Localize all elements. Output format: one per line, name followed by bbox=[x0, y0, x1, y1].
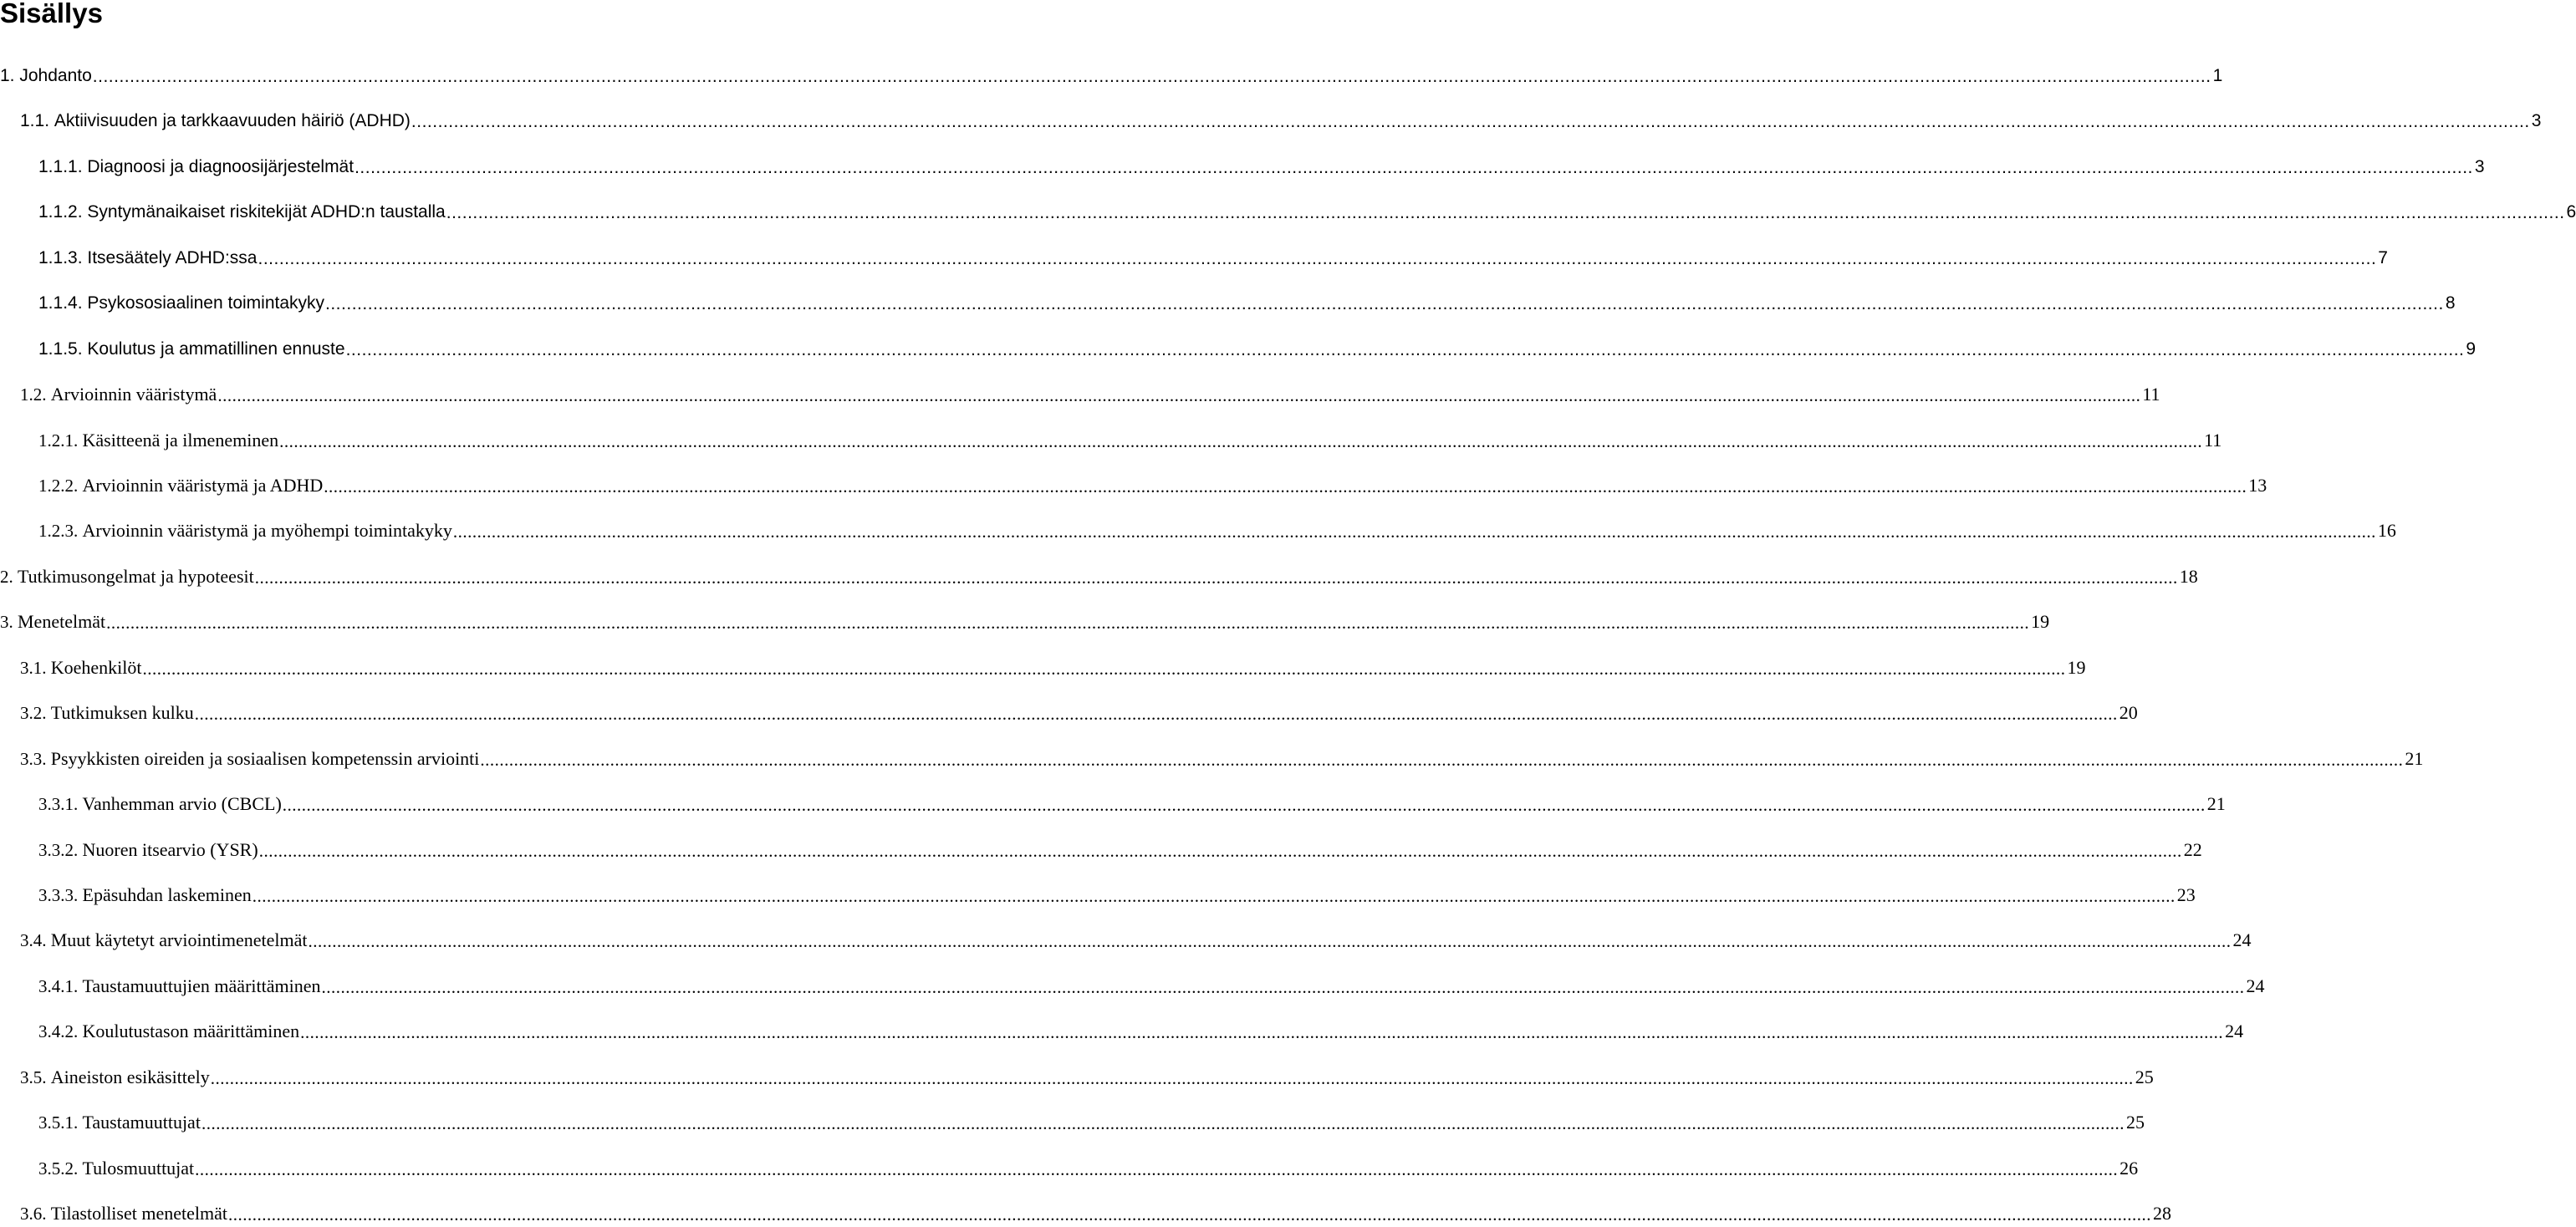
toc-entry[interactable] bbox=[38, 974, 2265, 999]
toc-entry-page-number: 20 bbox=[2119, 702, 2138, 724]
toc-entry[interactable] bbox=[0, 564, 2198, 589]
dot-leader: ................................................................................................................................................................................................................................................................................................................................................................................................................ bbox=[345, 339, 2465, 359]
toc-entry-number: 3.5.2. bbox=[38, 1158, 79, 1179]
toc-entry-page-number: 24 bbox=[2232, 929, 2252, 951]
toc-entry-page-number: 11 bbox=[2142, 384, 2160, 405]
toc-entry-title: Aktiivisuuden ja tarkkaavuuden häiriö (ADHD) bbox=[54, 111, 411, 131]
toc-entry-page-number: 22 bbox=[2183, 838, 2202, 860]
dot-leader: ................................................................................................................................................................................................................................................................................................................................................................................................................ bbox=[452, 522, 2376, 542]
dot-leader: ................................................................................................................................................................................................................................................................................................................................................................................................................ bbox=[194, 704, 2118, 725]
toc-entry-number: 3.4.2. bbox=[38, 1021, 79, 1042]
toc-entry[interactable] bbox=[38, 838, 2202, 863]
dot-leader: ................................................................................................................................................................................................................................................................................................................................................................................................................ bbox=[282, 795, 2206, 815]
toc-entry-page-number: 1 bbox=[2212, 66, 2223, 85]
toc-entry-title: Epäsuhdan laskeminen bbox=[82, 883, 252, 905]
toc-entry-number: 3.3.3. bbox=[38, 884, 79, 905]
toc-entry-page-number: 9 bbox=[2466, 339, 2477, 359]
toc-entry-page-number: 3 bbox=[2474, 156, 2485, 176]
toc-entry-number: 3.3.2. bbox=[38, 839, 79, 860]
toc-entry[interactable] bbox=[38, 155, 2485, 180]
toc-entry-number: 1.2.2. bbox=[38, 476, 79, 496]
dot-leader: ................................................................................................................................................................................................................................................................................................................................................................................................................ bbox=[142, 658, 2066, 679]
toc-entry[interactable] bbox=[38, 1110, 2145, 1135]
toc-entry-page-number: 21 bbox=[2405, 747, 2424, 769]
toc-entry-title: Taustamuuttujien määrittäminen bbox=[82, 975, 321, 996]
toc-entry[interactable] bbox=[38, 1156, 2139, 1181]
toc-entry[interactable] bbox=[20, 109, 2542, 134]
dot-leader: ................................................................................................................................................................................................................................................................................................................................................................................................................ bbox=[227, 1204, 2151, 1224]
toc-entry-title: Koulutustason määrittäminen bbox=[82, 1021, 300, 1042]
toc-entry-page-number: 11 bbox=[2204, 429, 2222, 451]
dot-leader: ................................................................................................................................................................................................................................................................................................................................................................................................................ bbox=[324, 476, 2247, 496]
toc-entry[interactable] bbox=[38, 792, 2226, 817]
toc-entry[interactable] bbox=[38, 291, 2456, 316]
toc-entry-number: 3.6. bbox=[20, 1204, 47, 1224]
toc-entry-number: 3.4.1. bbox=[38, 975, 79, 996]
toc-entry-title: Koulutus ja ammatillinen ennuste bbox=[87, 339, 345, 359]
toc-entry-page-number: 19 bbox=[2067, 656, 2086, 678]
dot-leader: ................................................................................................................................................................................................................................................................................................................................................................................................................ bbox=[279, 430, 2203, 451]
toc-entry[interactable] bbox=[38, 246, 2388, 271]
toc-entry-number: 3. bbox=[0, 612, 13, 633]
toc-entry-title: Diagnoosi ja diagnoosijärjestelmät bbox=[87, 156, 355, 176]
toc-entry-page-number: 8 bbox=[2445, 293, 2456, 313]
toc-entry-number: 1.1.3. bbox=[38, 247, 83, 267]
toc-entry-title: Itsesäätely ADHD:ssa bbox=[87, 247, 258, 267]
toc-entry[interactable] bbox=[20, 382, 2160, 407]
toc-entry[interactable] bbox=[38, 473, 2267, 498]
toc-entry-title: Arvioinnin vääristymä ja myöhempi toimintakyky bbox=[82, 520, 452, 542]
toc-entry-title: Nuoren itsearvio (YSR) bbox=[82, 838, 258, 860]
dot-leader: ................................................................................................................................................................................................................................................................................................................................................................................................................ bbox=[308, 931, 2232, 952]
toc-entry-page-number: 23 bbox=[2176, 883, 2196, 905]
toc-entry-number: 1.1.5. bbox=[38, 339, 83, 359]
toc-entry-page-number: 26 bbox=[2119, 1157, 2139, 1179]
dot-leader: ................................................................................................................................................................................................................................................................................................................................................................................................................ bbox=[446, 203, 2565, 223]
toc-entry-title: Psyykkisten oireiden ja sosiaalisen kompetenssin arviointi bbox=[50, 747, 480, 769]
toc-entry-page-number: 25 bbox=[2125, 1112, 2145, 1133]
toc-entry-number: 1.1.1. bbox=[38, 156, 83, 176]
toc-entry-page-number: 16 bbox=[2377, 520, 2396, 542]
toc-entry-title: Tutkimuksen kulku bbox=[50, 702, 194, 724]
toc-entry-number: 1.1. bbox=[20, 111, 50, 131]
toc-entry-title: Johdanto bbox=[19, 66, 92, 85]
toc-entry-page-number: 13 bbox=[2248, 475, 2267, 496]
toc-entry[interactable] bbox=[20, 746, 2424, 771]
toc-entry-page-number: 24 bbox=[2225, 1021, 2244, 1042]
toc-entry-page-number: 7 bbox=[2378, 247, 2388, 267]
dot-leader: ................................................................................................................................................................................................................................................................................................................................................................................................................ bbox=[321, 976, 2245, 997]
toc-entry-number: 3.3. bbox=[20, 748, 47, 769]
toc-entry-page-number: 19 bbox=[2031, 611, 2050, 633]
dot-leader: ................................................................................................................................................................................................................................................................................................................................................................................................................ bbox=[411, 112, 2530, 132]
dot-leader: ................................................................................................................................................................................................................................................................................................................................................................................................................ bbox=[355, 157, 2473, 177]
dot-leader: ................................................................................................................................................................................................................................................................................................................................................................................................................ bbox=[300, 1022, 2224, 1043]
toc-entry-page-number: 24 bbox=[2246, 975, 2265, 996]
toc-entry-page-number: 3 bbox=[2531, 111, 2542, 131]
toc-entry-page-number: 21 bbox=[2206, 793, 2226, 814]
toc-entry[interactable] bbox=[20, 928, 2252, 953]
toc-entry[interactable] bbox=[20, 1201, 2171, 1226]
toc-entry-number: 1.1.4. bbox=[38, 293, 83, 313]
dot-leader: ................................................................................................................................................................................................................................................................................................................................................................................................................ bbox=[92, 67, 2211, 86]
toc-entry-number: 1.1.2. bbox=[38, 202, 83, 222]
toc-entry-title: Muut käytetyt arviointimenetelmät bbox=[50, 929, 308, 951]
dot-leader: ................................................................................................................................................................................................................................................................................................................................................................................................................ bbox=[252, 885, 2176, 906]
toc-entry-number: 3.5. bbox=[20, 1067, 47, 1087]
toc-entry-number: 1.2.3. bbox=[38, 521, 79, 542]
toc-entry[interactable] bbox=[38, 428, 2222, 453]
toc-entry-title: Tilastolliset menetelmät bbox=[50, 1203, 227, 1224]
toc-entry-page-number: 28 bbox=[2152, 1203, 2171, 1224]
toc-entry[interactable] bbox=[38, 200, 2576, 225]
toc-entry[interactable] bbox=[0, 609, 2050, 634]
toc-entry-number: 3.3.1. bbox=[38, 794, 79, 814]
dot-leader: ................................................................................................................................................................................................................................................................................................................................................................................................................ bbox=[201, 1113, 2125, 1134]
toc-entry-title: Arvioinnin vääristymä bbox=[50, 384, 217, 405]
toc-entry-title: Tulosmuuttujat bbox=[82, 1157, 195, 1179]
toc-entry-number: 2. bbox=[0, 566, 13, 587]
toc-entry-title: Arvioinnin vääristymä ja ADHD bbox=[82, 475, 324, 496]
toc-entry-number: 1.2.1. bbox=[38, 430, 79, 451]
dot-leader: ................................................................................................................................................................................................................................................................................................................................................................................................................ bbox=[254, 567, 2178, 588]
toc-entry-title: Aineiston esikäsittely bbox=[50, 1066, 210, 1087]
toc-entry-number: 1. bbox=[0, 66, 15, 85]
toc-entry[interactable] bbox=[0, 64, 2223, 89]
toc-entry-number: 3.1. bbox=[20, 657, 47, 678]
toc-entry-number: 3.2. bbox=[20, 703, 47, 724]
toc-entry-page-number: 6 bbox=[2566, 202, 2576, 222]
dot-leader: ................................................................................................................................................................................................................................................................................................................................................................................................................ bbox=[258, 840, 2182, 861]
dot-leader: ................................................................................................................................................................................................................................................................................................................................................................................................................ bbox=[210, 1067, 2134, 1088]
toc-entry-title: Taustamuuttujat bbox=[82, 1112, 201, 1133]
toc-entry-title: Tutkimusongelmat ja hypoteesit bbox=[18, 565, 254, 587]
toc-entry-number: 1.2. bbox=[20, 384, 47, 405]
dot-leader: ................................................................................................................................................................................................................................................................................................................................................................................................................ bbox=[195, 1158, 2119, 1179]
dot-leader: ................................................................................................................................................................................................................................................................................................................................................................................................................ bbox=[258, 248, 2377, 268]
toc-entry-title: Syntymänaikaiset riskitekijät ADHD:n taustalla bbox=[87, 202, 446, 222]
dot-leader: ................................................................................................................................................................................................................................................................................................................................................................................................................ bbox=[325, 294, 2444, 314]
toc-entry-title: Käsitteenä ja ilmeneminen bbox=[82, 429, 279, 451]
toc-title: Sisällys bbox=[0, 0, 103, 28]
toc-entry[interactable] bbox=[38, 1019, 2244, 1044]
toc-entry-number: 3.5.1. bbox=[38, 1112, 79, 1133]
toc-entry-title: Menetelmät bbox=[18, 611, 106, 633]
toc-entry-page-number: 25 bbox=[2135, 1066, 2154, 1087]
toc-entry[interactable] bbox=[38, 337, 2477, 362]
toc-entry[interactable] bbox=[38, 518, 2396, 543]
dot-leader: ................................................................................................................................................................................................................................................................................................................................................................................................................ bbox=[217, 385, 2141, 406]
toc-entry-number: 3.4. bbox=[20, 930, 47, 951]
toc-entry[interactable] bbox=[20, 700, 2138, 726]
toc-entry[interactable] bbox=[38, 883, 2196, 908]
toc-entry-title: Koehenkilöt bbox=[50, 656, 142, 678]
dot-leader: ................................................................................................................................................................................................................................................................................................................................................................................................................ bbox=[106, 613, 2030, 634]
toc-entry-title: Psykososiaalinen toimintakyky bbox=[87, 293, 325, 313]
toc-entry-title: Vanhemman arvio (CBCL) bbox=[82, 793, 282, 814]
toc-entry[interactable] bbox=[20, 655, 2086, 680]
toc-entry[interactable] bbox=[20, 1065, 2154, 1090]
dot-leader: ................................................................................................................................................................................................................................................................................................................................................................................................................ bbox=[480, 749, 2404, 770]
toc-entry-page-number: 18 bbox=[2179, 565, 2198, 587]
